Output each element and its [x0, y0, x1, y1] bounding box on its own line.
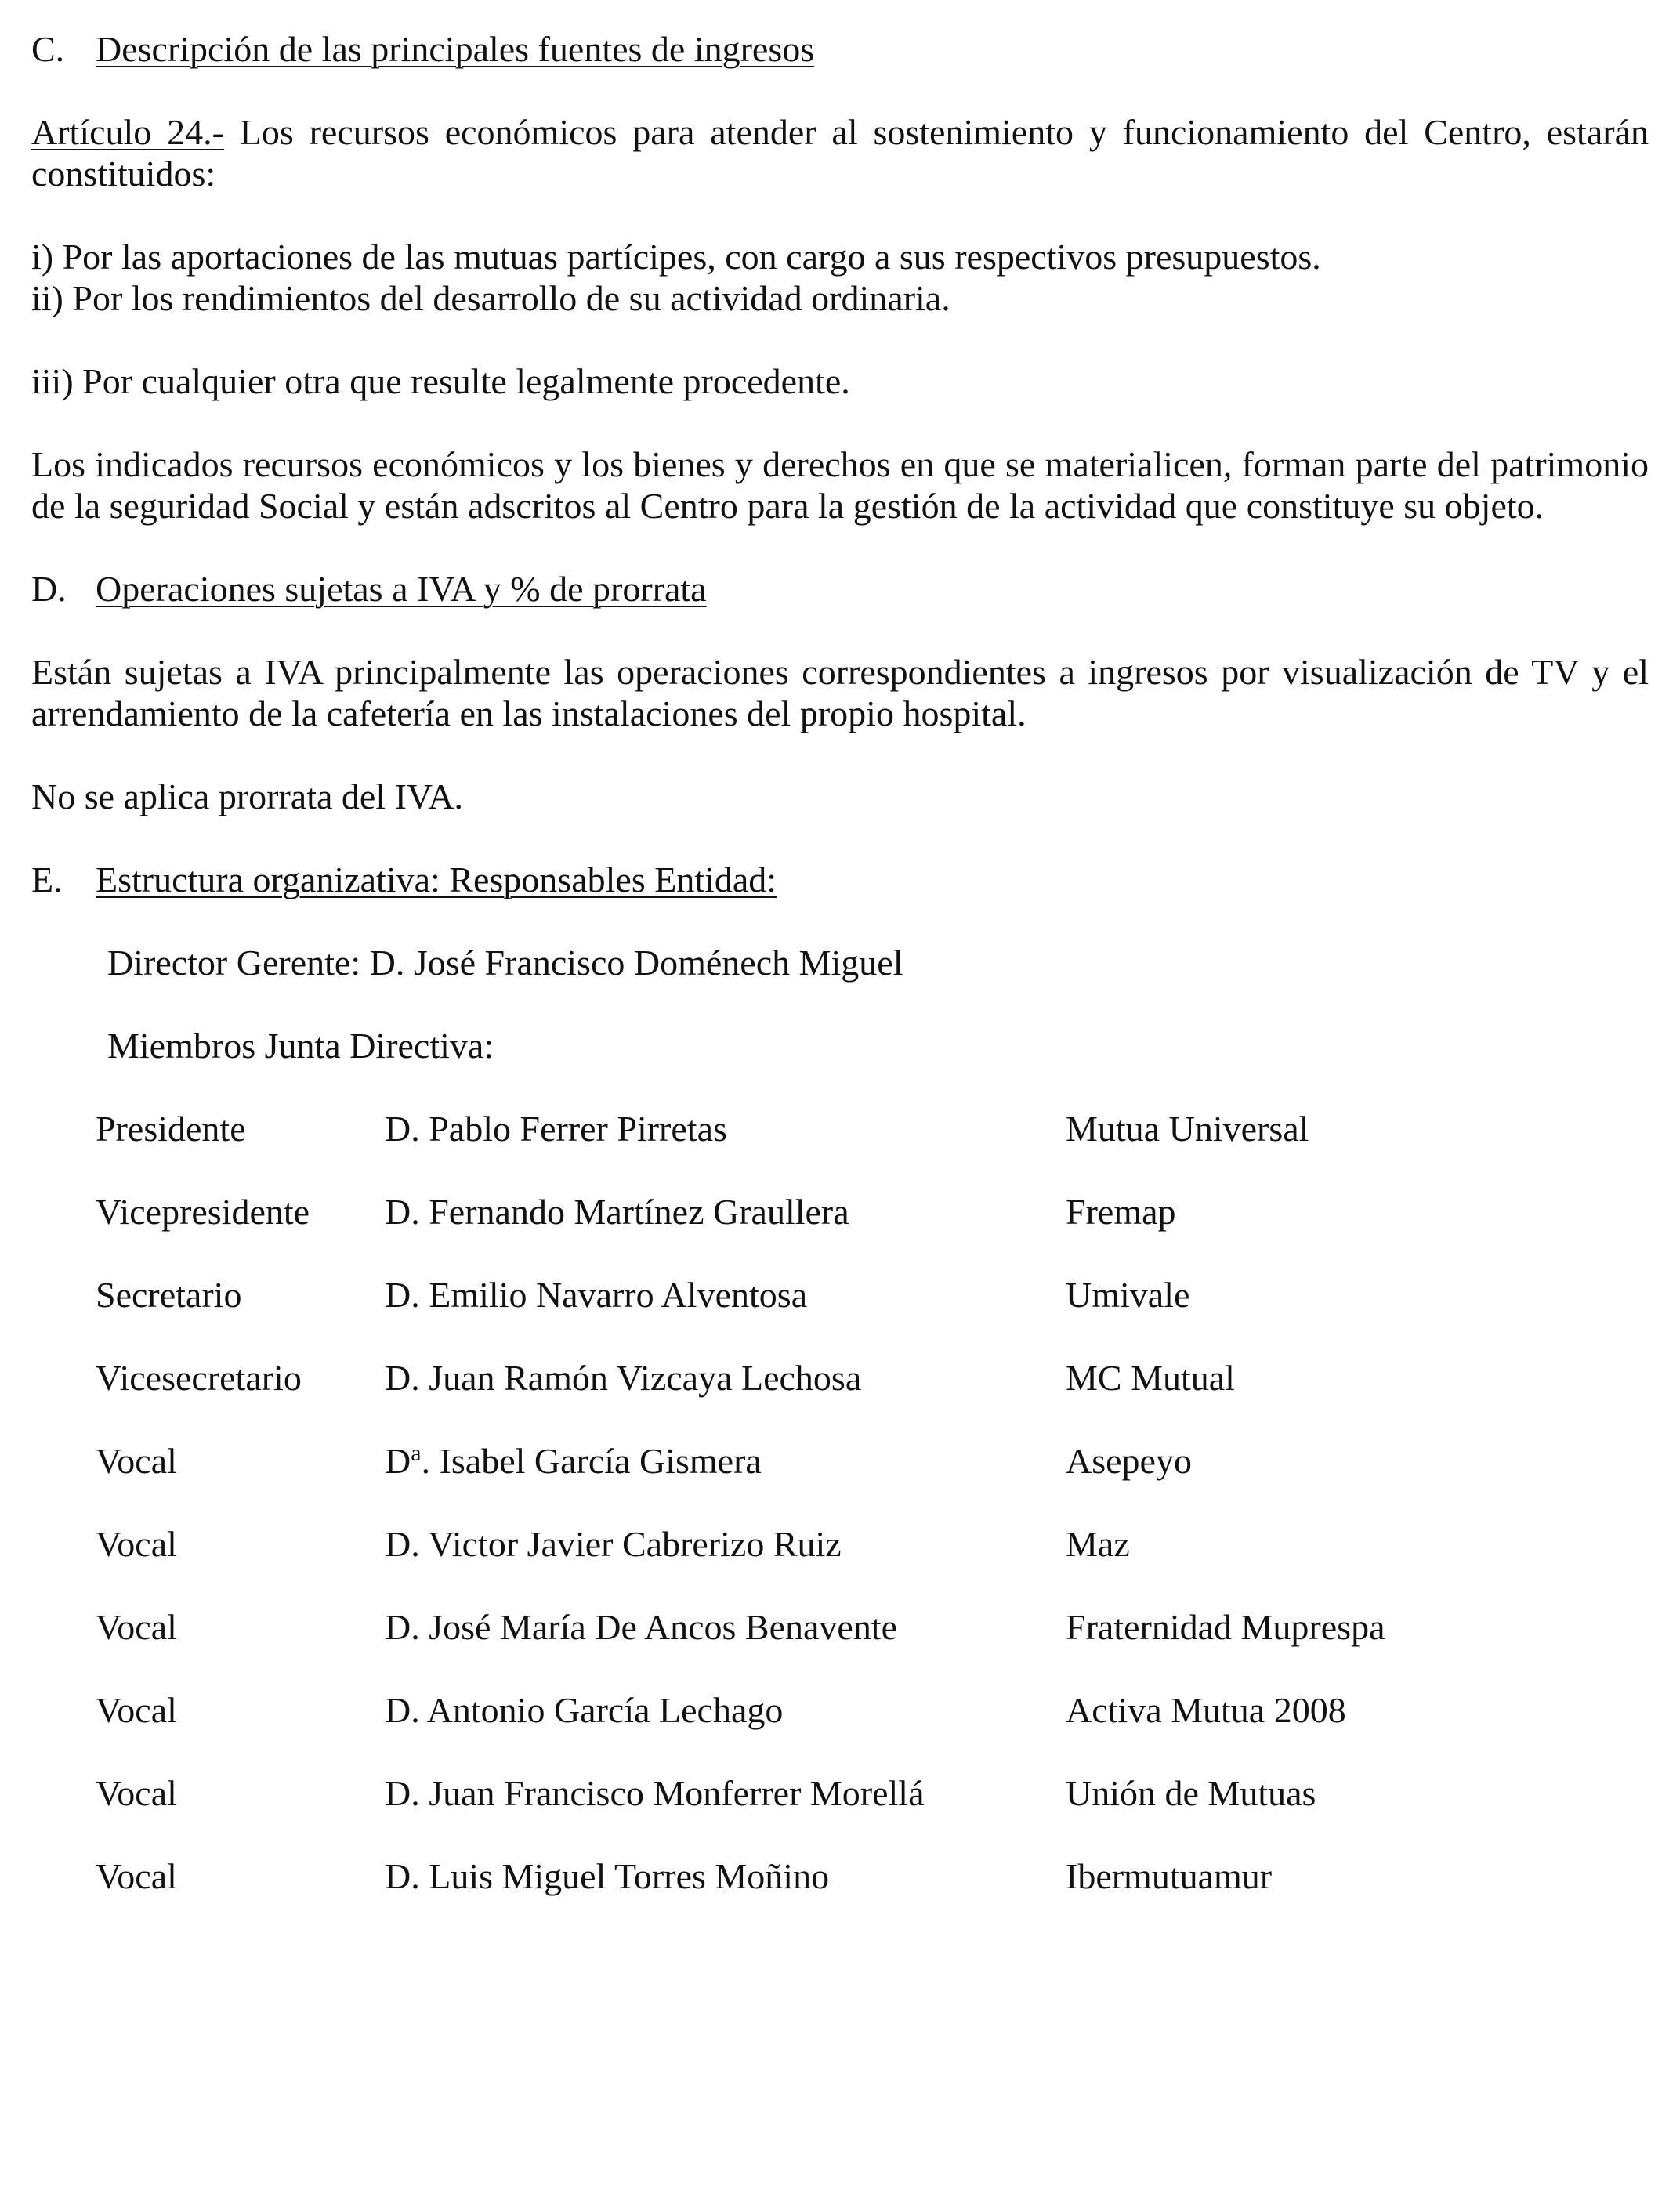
member-name: D. Pablo Ferrer Pirretas [385, 1109, 727, 1149]
member-name [385, 1440, 1066, 1523]
name-rest: . Isabel García Gismera [421, 1441, 762, 1481]
section-e-heading [31, 859, 1649, 900]
member-name: D. Fernando Martínez Graullera [385, 1192, 849, 1232]
member-mutua: Ibermutuamur [1066, 1856, 1273, 1896]
section-title: Operaciones sujetas a IVA y % de prorrata [96, 569, 707, 609]
member-role: Vocal [96, 1690, 177, 1730]
member-mutua: Umivale [1066, 1275, 1190, 1315]
section-d-heading [31, 568, 1649, 610]
section-title: Descripción de las principales fuentes de ingresos [96, 29, 815, 69]
member-name: D. Victor Javier Cabrerizo Ruiz [385, 1524, 842, 1564]
section-letter: D. [31, 569, 67, 609]
director-line: Director Gerente: D. José Francisco Doménech Miguel [107, 943, 903, 983]
table-row [31, 1855, 1649, 1938]
member-mutua: Activa Mutua 2008 [1066, 1690, 1346, 1730]
list-item: ii) Por los rendimientos del desarrollo de su actividad ordinaria. [31, 278, 950, 318]
section-title: Estructura organizativa: Responsables Entidad: [96, 860, 777, 899]
member-role: Vicepresidente [96, 1192, 310, 1232]
table-row [31, 1108, 1649, 1191]
list-item: i) Por las aportaciones de las mutuas partícipes, con cargo a sus respectivos presupuestos. [31, 237, 1321, 277]
member-role: Vicesecretario [96, 1358, 302, 1398]
document-page [31, 28, 1649, 1938]
member-name: D. Juan Francisco Monferrer Morellá [385, 1773, 925, 1813]
body-note: No se aplica prorrata del IVA. [31, 776, 463, 816]
member-name: D. Antonio García Lechago [385, 1690, 784, 1730]
member-role: Vocal [96, 1856, 177, 1896]
table-row [31, 1440, 1649, 1523]
member-mutua: Fremap [1066, 1192, 1176, 1232]
article-paragraph [31, 111, 1649, 194]
article-text: Los recursos económicos para atender al sostenimiento y funcionamiento del Centro, estarán constituidos: [31, 112, 1649, 194]
member-name: D. José María De Ancos Benavente [385, 1607, 898, 1647]
member-name: D. Luis Miguel Torres Moñino [385, 1856, 830, 1896]
member-role: Secretario [96, 1275, 242, 1315]
table-row [31, 1274, 1649, 1357]
table-row [31, 1689, 1649, 1772]
section-letter: C. [31, 29, 65, 69]
board-members-table [31, 1108, 1649, 1938]
board-label: Miembros Junta Directiva: [107, 1026, 494, 1066]
name-prefix: D [385, 1441, 411, 1481]
table-row [31, 1772, 1649, 1855]
list-item: iii) Por cualquier otra que resulte legalmente procedente. [31, 361, 850, 401]
table-row [31, 1606, 1649, 1689]
member-role: Presidente [96, 1109, 246, 1149]
table-row [31, 1357, 1649, 1440]
member-role: Vocal [96, 1441, 177, 1481]
body-paragraph: Están sujetas a IVA principalmente las operaciones correspondientes a ingresos por visualización de TV y el arrendamiento de la cafetería en las instalaciones del propio hospital. [31, 652, 1649, 733]
member-mutua: Unión de Mutuas [1066, 1773, 1316, 1813]
body-paragraph: Los indicados recursos económicos y los bienes y derechos en que se materialicen, forman parte del patrimonio de la seguridad Social y están adscritos al Centro para la gestión de la actividad que constituye su objeto. [31, 444, 1649, 526]
member-mutua: Asepeyo [1066, 1441, 1192, 1481]
member-mutua: MC Mutual [1066, 1358, 1235, 1398]
member-role: Vocal [96, 1524, 177, 1564]
member-mutua: Mutua Universal [1066, 1109, 1309, 1149]
name-superscript: a [411, 1440, 422, 1466]
table-row [31, 1191, 1649, 1274]
member-name: D. Juan Ramón Vizcaya Lechosa [385, 1358, 862, 1398]
member-role: Vocal [96, 1773, 177, 1813]
section-c-heading [31, 28, 1649, 70]
table-row [31, 1523, 1649, 1606]
member-role: Vocal [96, 1607, 177, 1647]
member-mutua: Maz [1066, 1524, 1130, 1564]
member-name: D. Emilio Navarro Alventosa [385, 1275, 808, 1315]
section-letter: E. [31, 860, 63, 899]
member-mutua: Fraternidad Muprespa [1066, 1607, 1385, 1647]
article-label: Artículo 24.- [31, 112, 224, 152]
